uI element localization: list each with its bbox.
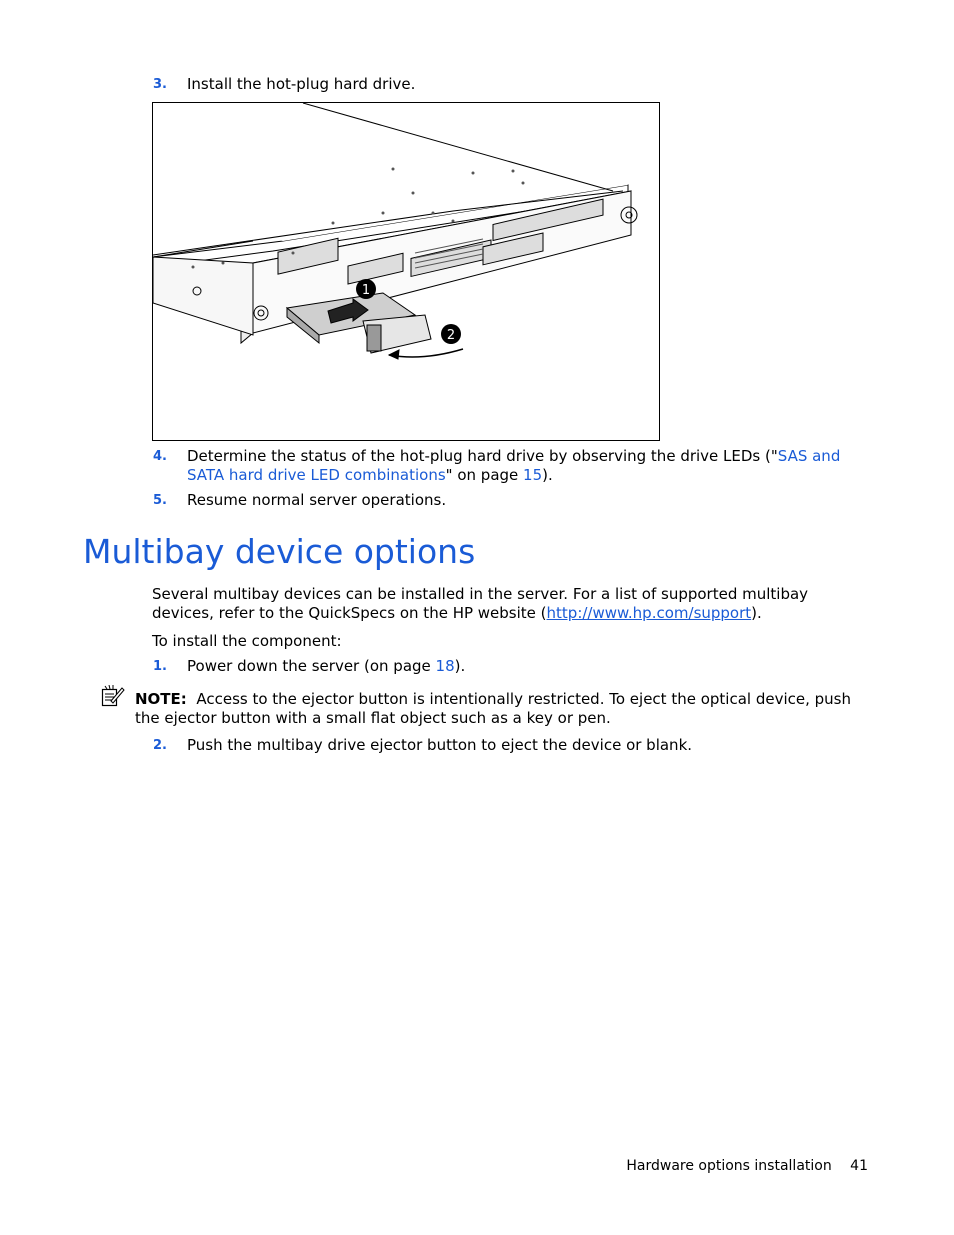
page-footer — [612, 1158, 868, 1174]
intro-text: Several multibay devices can be installed in the server. For a list of supported multibay devices, refer to the QuickSpecs on the HP website ( — [152, 585, 809, 622]
callout-2-label: 2 — [446, 328, 456, 343]
step-number: 1. — [153, 659, 167, 674]
note-block — [135, 690, 855, 728]
callout-1-label: 1 — [361, 283, 371, 298]
callout-1 — [356, 279, 376, 299]
page-18-link[interactable]: 18 — [435, 657, 455, 675]
step-text: Push the multibay drive ejector button to eject the device or blank. — [187, 736, 693, 754]
server-illustration-svg — [153, 103, 659, 440]
note-icon — [101, 685, 125, 707]
step-text-part: " on page — [445, 466, 524, 484]
page-number: 41 — [850, 1158, 868, 1174]
step-number: 4. — [153, 449, 167, 464]
step-text-part: Determine the status of the hot-plug hard drive by observing the drive LEDs (" — [187, 447, 778, 465]
intro-text-end: ). — [751, 604, 762, 622]
step-number: 2. — [153, 738, 167, 753]
step-number: 3. — [153, 77, 167, 92]
install-lead: To install the component: — [152, 632, 342, 650]
intro-paragraph — [152, 585, 857, 623]
step-number: 5. — [153, 493, 167, 508]
led-combinations-link[interactable]: SAS and SATA hard drive LED combinations — [187, 447, 841, 484]
page-15-link[interactable]: 15 — [523, 466, 543, 484]
server-drive-illustration — [152, 102, 660, 441]
footer-section: Hardware options installation — [626, 1158, 832, 1174]
note-text: Access to the ejector button is intentionally restricted. To eject the optical device, push the ejector button with a small flat object such as a key or pen. — [135, 690, 851, 727]
step-text: Resume normal server operations. — [187, 491, 447, 509]
hp-support-link[interactable]: http://www.hp.com/support — [546, 604, 752, 622]
callout-2 — [441, 324, 461, 344]
step-text: Install the hot-plug hard drive. — [187, 75, 416, 93]
step-text-part: Power down the server (on page — [187, 657, 436, 675]
step-text — [187, 447, 852, 485]
step-text — [187, 657, 852, 676]
step-text-part: ). — [454, 657, 466, 675]
section-title: Multibay device options — [83, 532, 476, 571]
step-text-part: ). — [542, 466, 553, 484]
note-label: NOTE: — [135, 690, 187, 708]
